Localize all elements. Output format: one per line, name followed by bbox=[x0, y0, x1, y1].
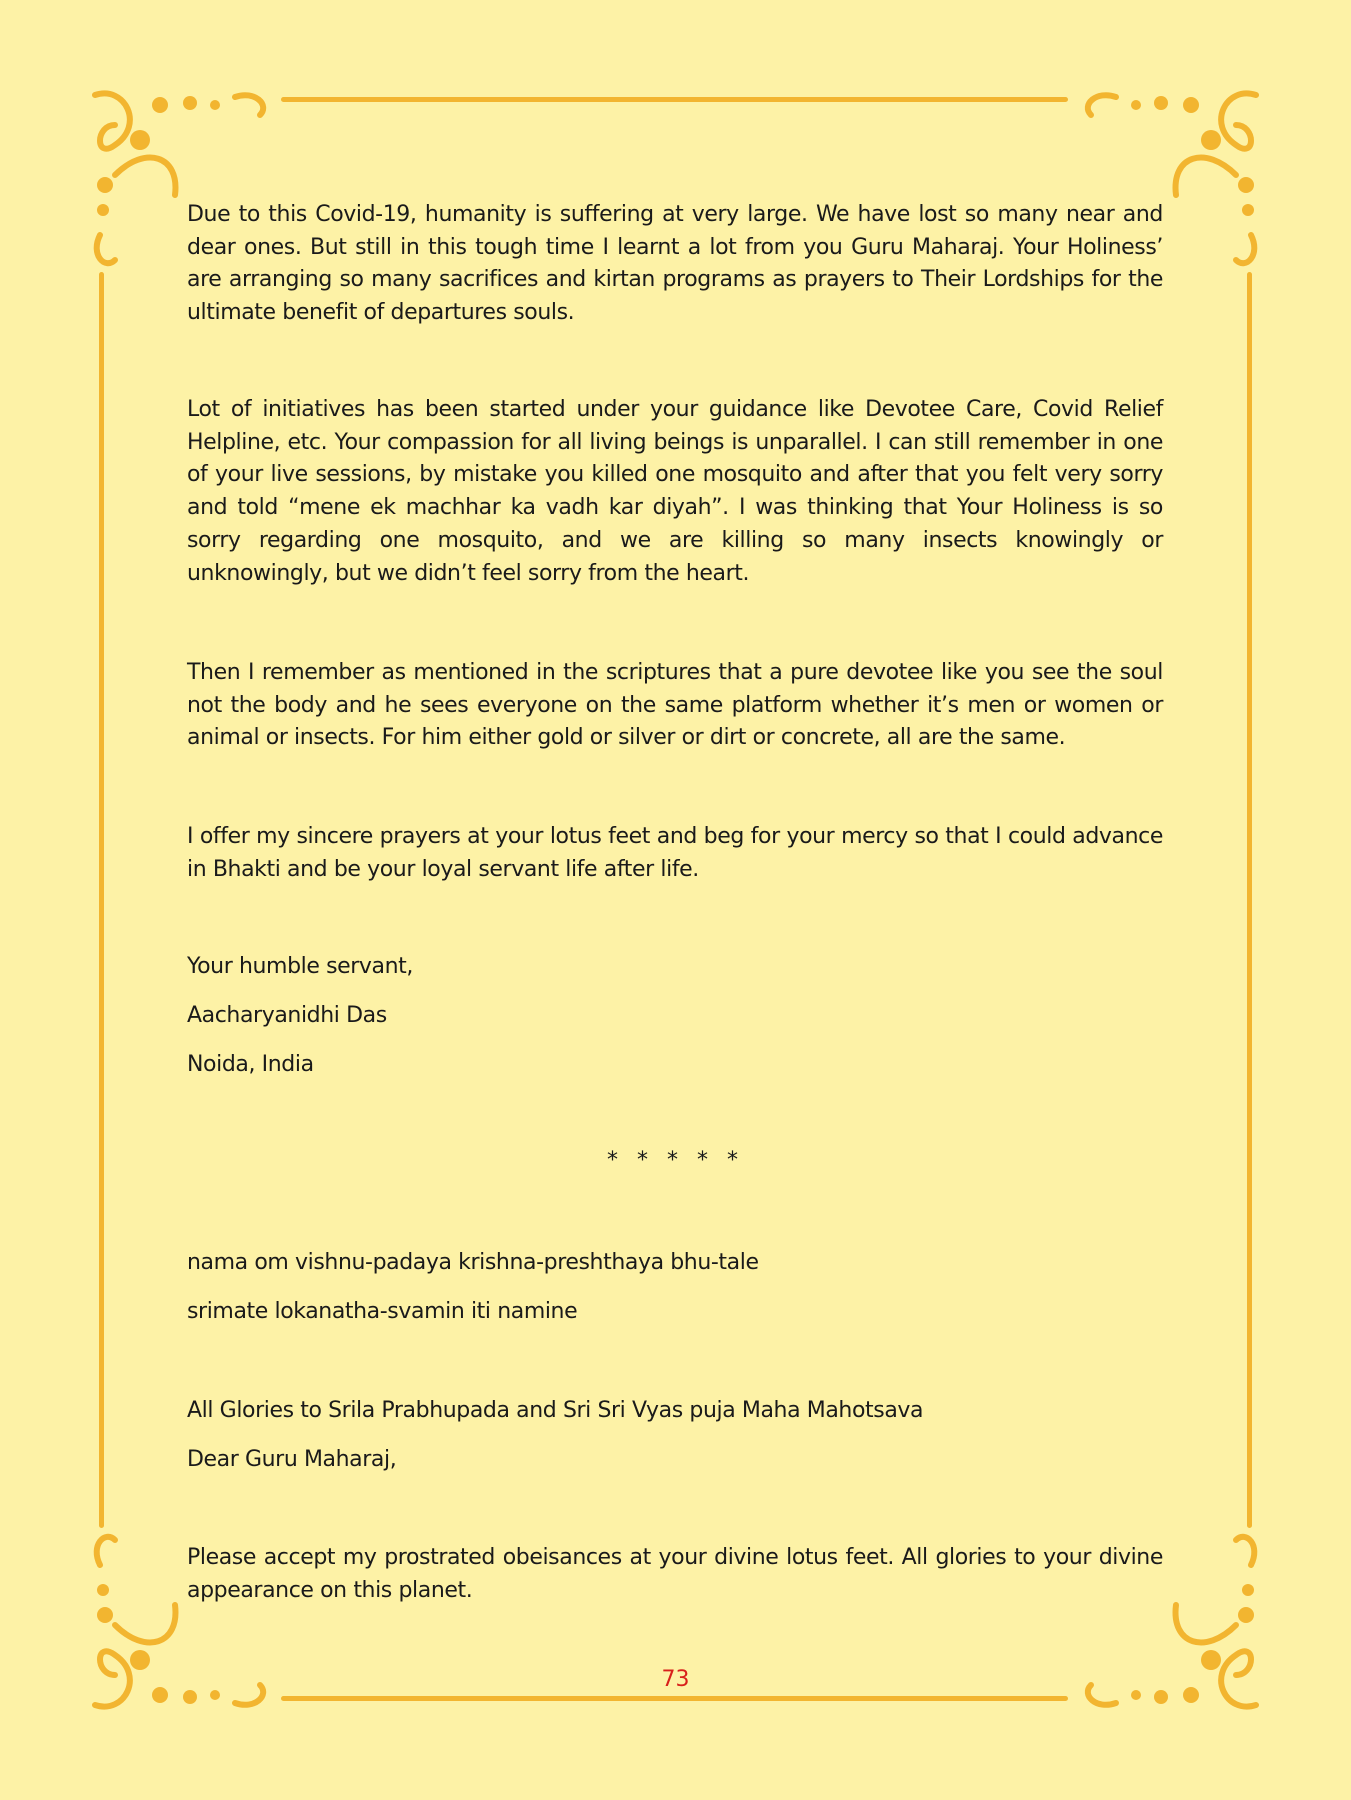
mantra-line-2: srimate lokanatha-svamin iti namine bbox=[187, 1299, 578, 1324]
border-bottom bbox=[281, 1696, 1068, 1701]
page-number: 73 bbox=[661, 1667, 690, 1692]
glories-line: All Glories to Srila Prabhupada and Sri Sri Vyas puja Maha Mahotsava bbox=[187, 1398, 924, 1423]
border-top bbox=[281, 97, 1068, 102]
mantra-line-1: nama om vishnu-padaya krishna-preshthaya bhu-tale bbox=[187, 1250, 759, 1275]
paragraph-scriptures: Then I remember as mentioned in the scriptures that a pure devotee like you see the soul not the body and he sees everyone on the same platform whether it’s men or women or animal or insects. For him either gold or silver or dirt or concrete, all are the same. bbox=[187, 660, 1163, 751]
border-left bbox=[99, 272, 104, 1528]
salutation: Dear Guru Maharaj, bbox=[187, 1447, 397, 1472]
signoff-closing: Your humble servant, bbox=[187, 954, 413, 979]
paragraph-initiatives: Lot of initiatives has been started under your guidance like Devotee Care, Covid Relief Helpline, etc. Your compassion for all living beings is unparallel. I can still remember in one of your live sessions, by mistake you killed one mosquito and after that you felt very sorry and told “mene ek machhar ka vadh kar diyah”. I was thinking that Your Holiness is so sorry regarding one mosquito, and we are killing so many insects knowingly or unknowingly, but we didn’t feel sorry from the heart. bbox=[187, 397, 1163, 586]
paragraph-prayers: I offer my sincere prayers at your lotus feet and beg for your mercy so that I could advance in Bhakti and be your loyal servant life after life. bbox=[187, 824, 1163, 882]
section-separator: * * * * * bbox=[607, 1148, 744, 1173]
signoff-place: Noida, India bbox=[187, 1052, 314, 1077]
paragraph-obeisances: Please accept my prostrated obeisances at your divine lotus feet. All glories to your divine appearance on this planet. bbox=[187, 1545, 1163, 1603]
paragraph-covid: Due to this Covid-19, humanity is suffering at very large. We have lost so many near and dear ones. But still in this tough time I learnt a lot from you Guru Maharaj. Your Holiness’ are arranging so many sacrifices and kirtan programs as prayers to Their Lordships for the ultimate benefit of departures souls. bbox=[187, 202, 1163, 326]
signoff-name: Aacharyanidhi Das bbox=[187, 1003, 387, 1028]
border-right bbox=[1247, 272, 1252, 1528]
